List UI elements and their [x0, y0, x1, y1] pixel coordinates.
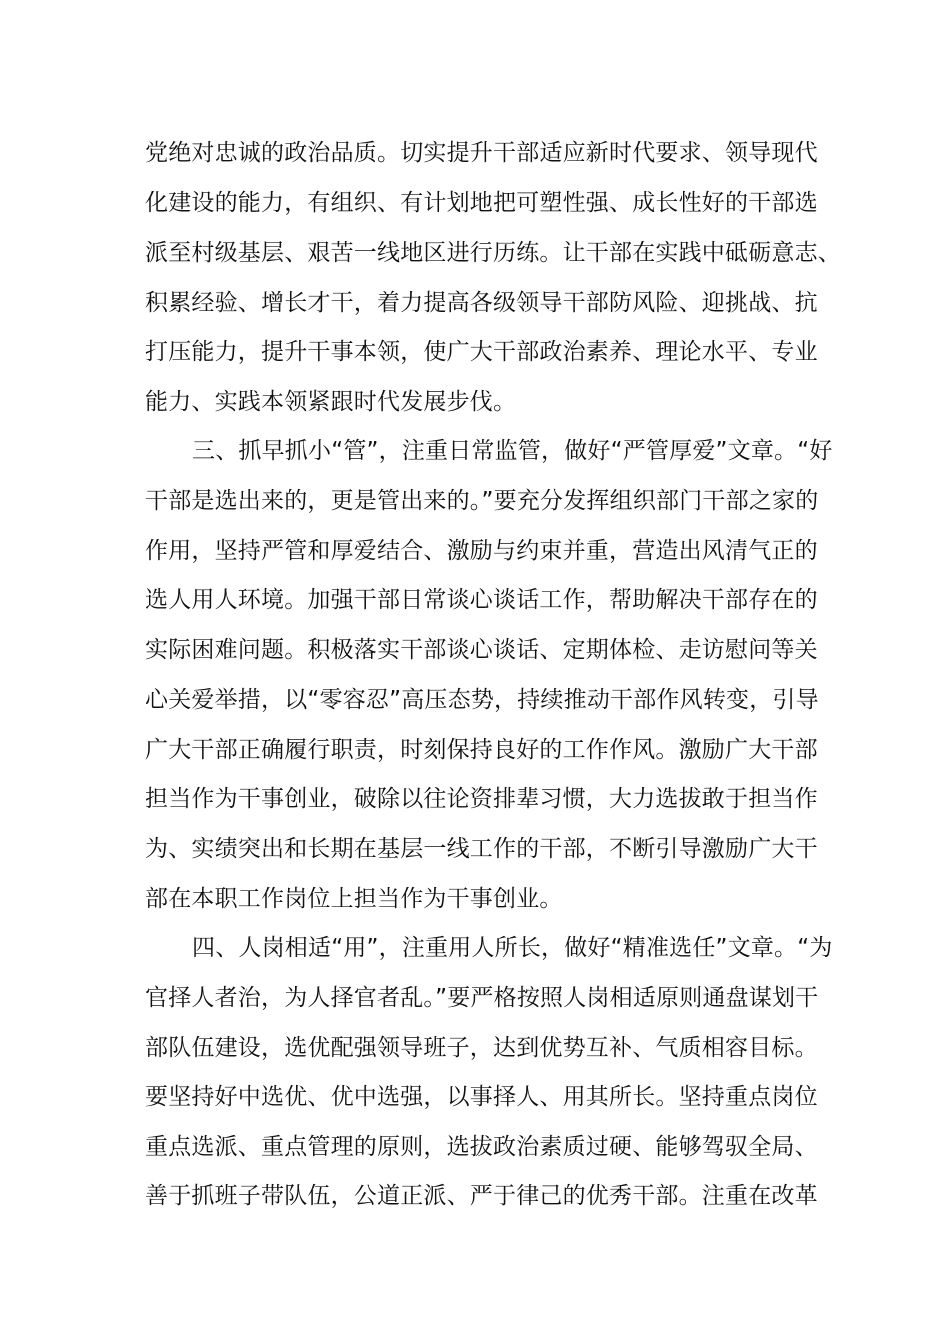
text-line: 部在本职工作岗位上担当作为干事创业。	[145, 886, 563, 912]
text-line: 干部是选出来的，更是管出来的。”要充分发挥组织部门干部之家的	[145, 488, 819, 514]
text-line: 要坚持好中选优、优中选强，以事择人、用其所长。坚持重点岗位	[145, 1084, 818, 1110]
text-line: 能力、实践本领紧跟时代发展步伐。	[145, 389, 517, 415]
section-heading-line: 四、人岗相适“用”，注重用人所长，做好“精准选任”文章。“为	[192, 935, 833, 961]
text-line: 实际困难问题。积极落实干部谈心谈话、定期体检、走访慰问等关	[145, 637, 818, 663]
text-line: 官择人者治，为人择官者乱。”要严格按照人岗相适原则通盘谋划干	[145, 985, 819, 1011]
text-line: 广大干部正确履行职责，时刻保持良好的工作作风。激励广大干部	[145, 737, 818, 763]
text-line: 积累经验、增长才干，着力提高各级领导干部防风险、迎挑战、抗	[145, 290, 818, 316]
text-line: 作用，坚持严管和厚爱结合、激励与约束并重，营造出风清气正的	[145, 538, 818, 564]
text-line: 重点选派、重点管理的原则，选拔政治素质过硬、能够驾驭全局、	[145, 1134, 818, 1160]
text-line: 派至村级基层、艰苦一线地区进行历练。让干部在实践中砥砺意志、	[145, 240, 841, 266]
text-line: 心关爱举措，以“零容忍”高压态势，持续推动干部作风转变，引导	[145, 687, 819, 713]
text-line: 善于抓班子带队伍，公道正派、严于律己的优秀干部。注重在改革	[145, 1183, 818, 1209]
text-line: 部队伍建设，选优配强领导班子，达到优势互补、气质相容目标。	[145, 1035, 818, 1061]
text-line: 化建设的能力，有组织、有计划地把可塑性强、成长性好的干部选	[145, 190, 818, 216]
text-line: 党绝对忠诚的政治品质。切实提升干部适应新时代要求、领导现代	[145, 140, 818, 166]
text-line: 为、实绩突出和长期在基层一线工作的干部，不断引导激励广大干	[145, 836, 818, 862]
text-line: 担当作为干事创业，破除以往论资排辈习惯，大力选拔敢于担当作	[145, 786, 818, 812]
text-line: 打压能力，提升干事本领，使广大干部政治素养、理论水平、专业	[145, 339, 818, 365]
section-heading-line: 三、抓早抓小“管”，注重日常监管，做好“严管厚爱”文章。“好	[192, 438, 833, 464]
text-line: 选人用人环境。加强干部日常谈心谈话工作，帮助解决干部存在的	[145, 587, 818, 613]
